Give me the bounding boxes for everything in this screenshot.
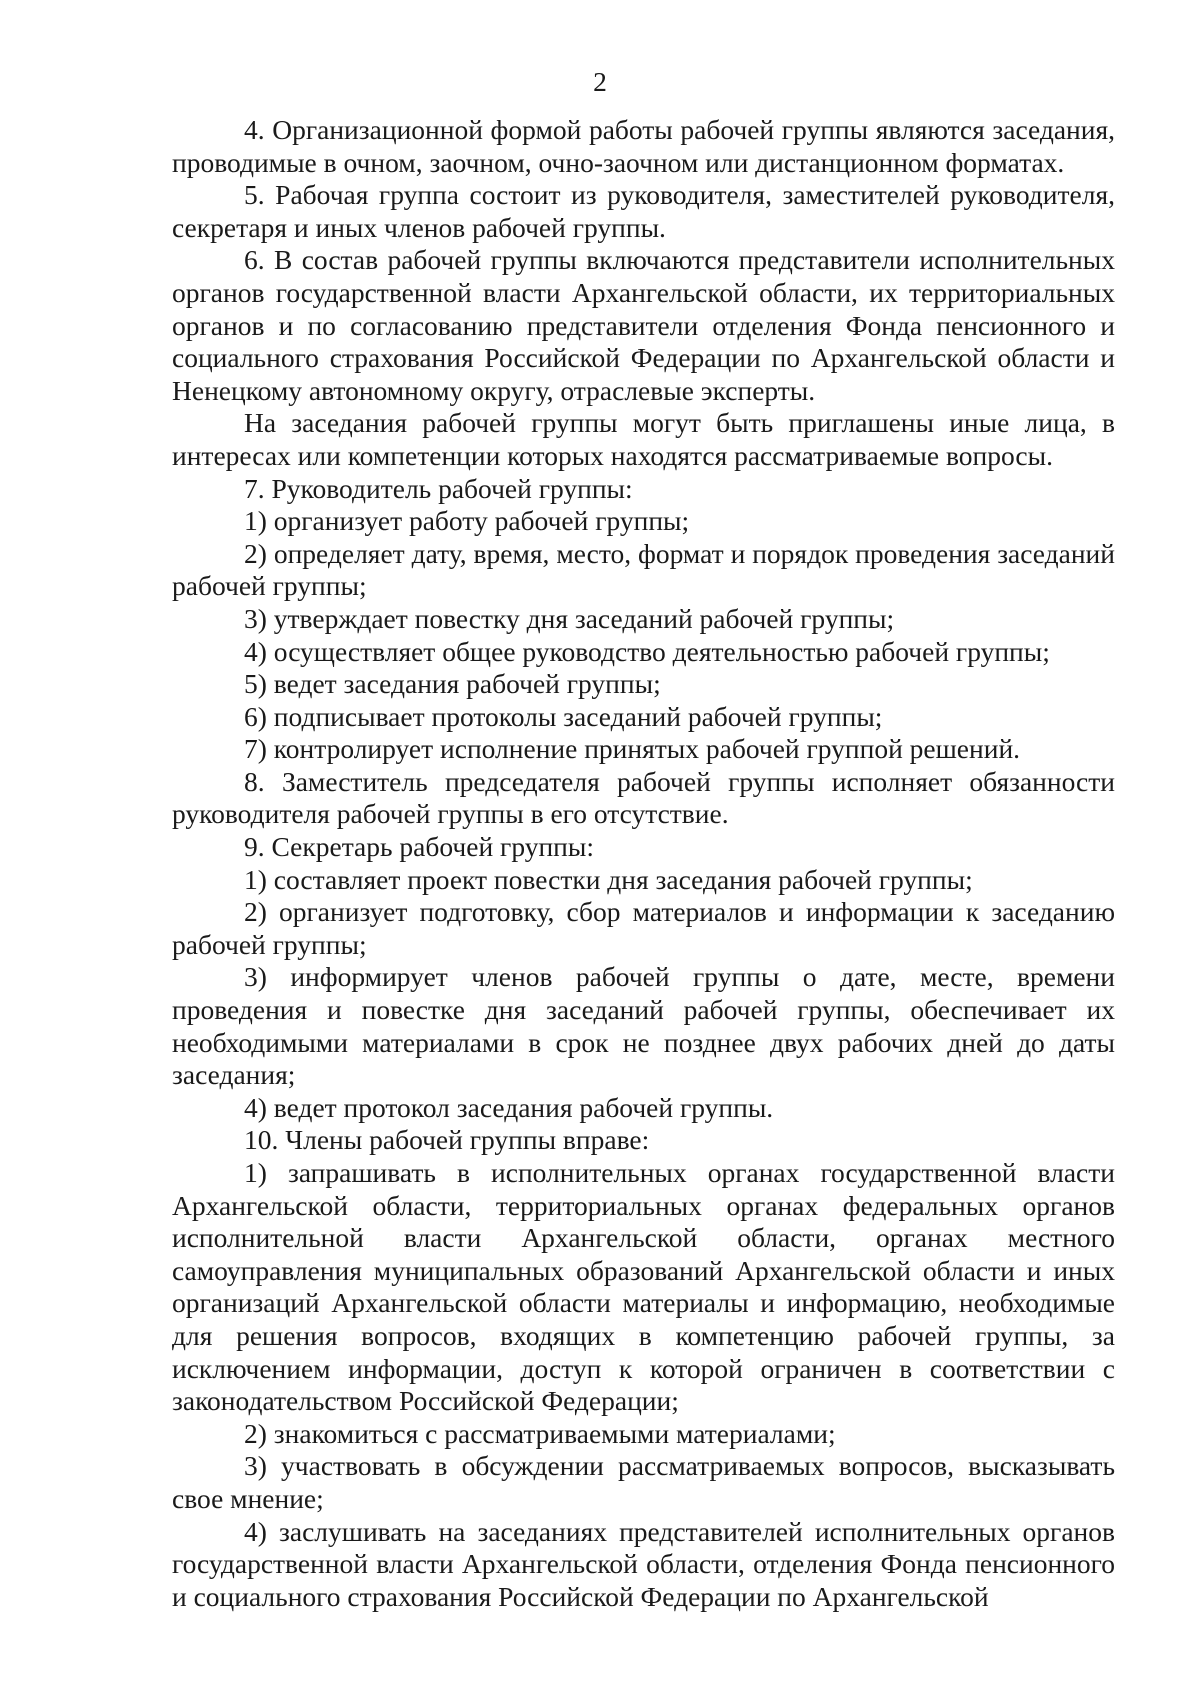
- paragraph-item-7-7: 7) контролирует исполнение принятых рабочей группой решений.: [244, 733, 1021, 765]
- paragraph-item-6-members: 6. В состав рабочей группы включаются представители исполнительных органов государственной власти Архангельской области, их территориальных органов и по согласованию представители отделения Фонда пенсионного и социального страхования Российской Федерации по Архангельской области и Ненецкому автономному округу, отраслевые эксперты.: [172, 244, 1115, 406]
- paragraph-item-10-rights: 10. Члены рабочей группы вправе:: [244, 1124, 650, 1156]
- paragraph-item-8-deputy: 8. Заместитель председателя рабочей группы исполняет обязанности руководителя рабочей группы в его отсутствие.: [172, 765, 1115, 830]
- paragraph-item-9-1: 1) составляет проект повестки дня заседания рабочей группы;: [244, 863, 973, 895]
- document-body: [172, 114, 1115, 1613]
- paragraph-item-7-4: 4) осуществляет общее руководство деятельностью рабочей группы;: [244, 635, 1050, 667]
- paragraph-item-10-1: 1) запрашивать в исполнительных органах государственной власти Архангельской области, территориальных органах федеральных органов исполнительной власти Архангельской области, органах местного самоуправления муниципальных образований Архангельской области и иных организаций Архангельской области материалы и информацию, необходимые для решения вопросов, входящих в компетенцию рабочей группы, за исключением информации, доступ к которой ограничен в соответствии с законодательством Российской Федерации;: [172, 1157, 1115, 1417]
- paragraph-item-7-2: 2) определяет дату, время, место, формат и порядок проведения заседаний рабочей группы;: [172, 537, 1115, 602]
- paragraph-item-7-6: 6) подписывает протоколы заседаний рабочей группы;: [244, 700, 883, 732]
- paragraph-item-9-3: 3) информирует членов рабочей группы о дате, месте, времени проведения и повестке дня заседаний рабочей группы, обеспечивает их необходимыми материалами в срок не позднее двух рабочих дней до даты заседания;: [172, 961, 1115, 1091]
- paragraph-item-10-2: 2) знакомиться с рассматриваемыми материалами;: [244, 1417, 836, 1449]
- paragraph-item-10-3: 3) участвовать в обсуждении рассматриваемых вопросов, высказывать свое мнение;: [172, 1450, 1115, 1514]
- paragraph-item-4-forms: 4. Организационной формой работы рабочей группы являются заседания, проводимые в очном, заочном, очно-заочном или дистанционном форматах.: [172, 114, 1115, 178]
- page-number: 2: [593, 66, 607, 97]
- paragraph-item-5-composition: 5. Рабочая группа состоит из руководителя, заместителей руководителя, секретаря и иных членов рабочей группы.: [172, 179, 1115, 243]
- paragraph-item-7-1: 1) организует работу рабочей группы;: [244, 505, 690, 537]
- paragraph-invitees: На заседания рабочей группы могут быть приглашены иные лица, в интересах или компетенции которых находятся рассматриваемые вопросы.: [172, 407, 1115, 471]
- paragraph-item-7-3: 3) утверждает повестку дня заседаний рабочей группы;: [244, 602, 895, 634]
- paragraph-item-9-2: 2) организует подготовку, сбор материалов и информации к заседанию рабочей группы;: [172, 896, 1115, 960]
- paragraph-item-9-4: 4) ведет протокол заседания рабочей группы.: [244, 1091, 774, 1123]
- paragraph-item-9-secretary: 9. Секретарь рабочей группы:: [244, 831, 595, 863]
- paragraph-item-7-head: 7. Руководитель рабочей группы:: [244, 472, 633, 504]
- paragraph-item-7-5: 5) ведет заседания рабочей группы;: [244, 668, 661, 700]
- paragraph-item-10-4: 4) заслушивать на заседаниях представителей исполнительных органов государственной власти Архангельской области, отделения Фонда пенсионного и социального страхования Российской Федерации по Архангельской: [172, 1515, 1115, 1612]
